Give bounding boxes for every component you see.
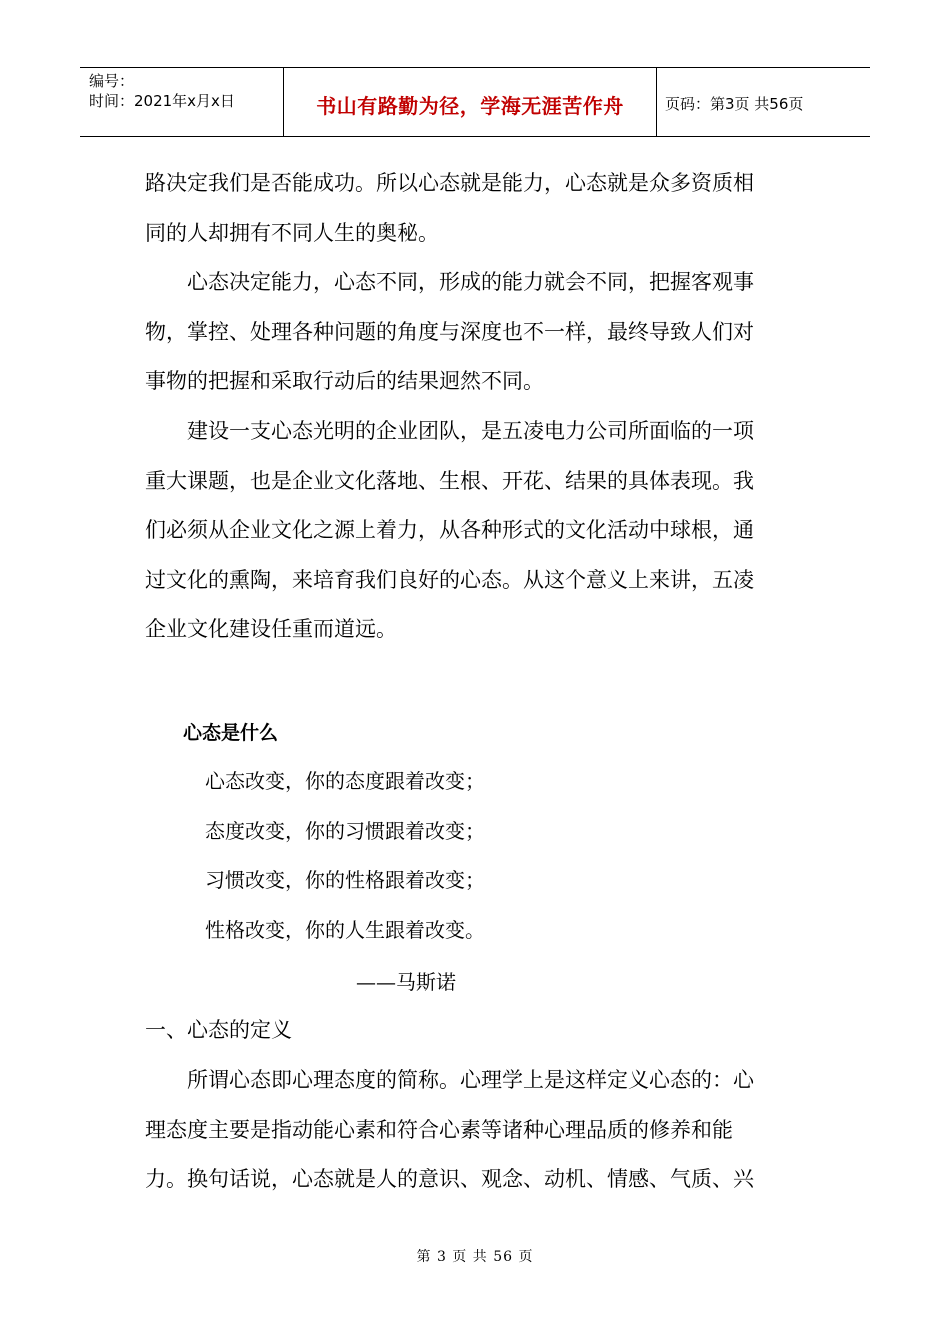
subheading: 一、心态的定义	[145, 1018, 292, 1042]
document-time-label: 时间：2021年x月x日	[89, 92, 235, 110]
paragraph-1	[145, 159, 795, 258]
header-page-info: 页码：第3页 共56页	[665, 95, 804, 113]
header-page-cell	[656, 68, 870, 136]
poem-line: 习惯改变，你的性格跟着改变；	[205, 868, 485, 892]
paragraph-2	[145, 258, 795, 407]
text-line: 们必须从企业文化之源上着力，从各种形式的文化活动中球根，通	[145, 518, 754, 542]
poem-line: 态度改变，你的习惯跟着改变；	[205, 818, 485, 843]
header-motto: 书山有路勤为径，学海无涯苦作舟	[316, 94, 624, 118]
text-line: 物，掌控、处理各种问题的角度与深度也不一样，最终导致人们对	[145, 319, 754, 344]
text-line: 路决定我们是否能成功。所以心态就是能力，心态就是众多资质相	[145, 171, 754, 195]
paragraph-3	[145, 407, 795, 655]
definition-paragraph	[145, 1056, 795, 1205]
text-line: 理态度主要是指动能心素和符合心素等诸种心理品质的修养和能	[145, 1117, 733, 1142]
subheading-block	[145, 1006, 795, 1056]
text-line: 过文化的熏陶，来培育我们良好的心态。从这个意义上来讲，五凌	[145, 567, 754, 592]
text-line: 重大课题，也是企业文化落地、生根、开花、结果的具体表现。我	[145, 468, 754, 493]
poem-line: 性格改变，你的人生跟着改变。	[205, 917, 485, 942]
text-line: 力。换句话说，心态就是人的意识、观念、动机、情感、气质、兴	[145, 1167, 754, 1191]
text-line: 所谓心态即心理态度的简称。心理学上是这样定义心态的：心	[187, 1068, 754, 1092]
document-number-label: 编号：	[89, 72, 135, 90]
poem-line: 心态改变，你的态度跟着改变；	[205, 769, 485, 793]
poem-quote	[205, 757, 485, 955]
header-motto-cell	[283, 68, 657, 136]
text-line: 企业文化建设任重而道远。	[145, 617, 397, 641]
text-line: 心态决定能力，心态不同，形成的能力就会不同，把握客观事	[187, 270, 754, 294]
text-line: 建设一支心态光明的企业团队，是五凌电力公司所面临的一项	[187, 419, 754, 443]
page-footer: 第 3 页 共 56 页	[416, 1249, 534, 1265]
section-title: 心态是什么	[183, 722, 279, 744]
poem-author: ——马斯诺	[356, 970, 456, 994]
page-header	[80, 67, 870, 137]
text-line: 事物的把握和采取行动后的结果迥然不同。	[145, 369, 544, 393]
text-line: 同的人却拥有不同人生的奥秘。	[145, 220, 439, 245]
header-meta-cell	[80, 68, 283, 136]
